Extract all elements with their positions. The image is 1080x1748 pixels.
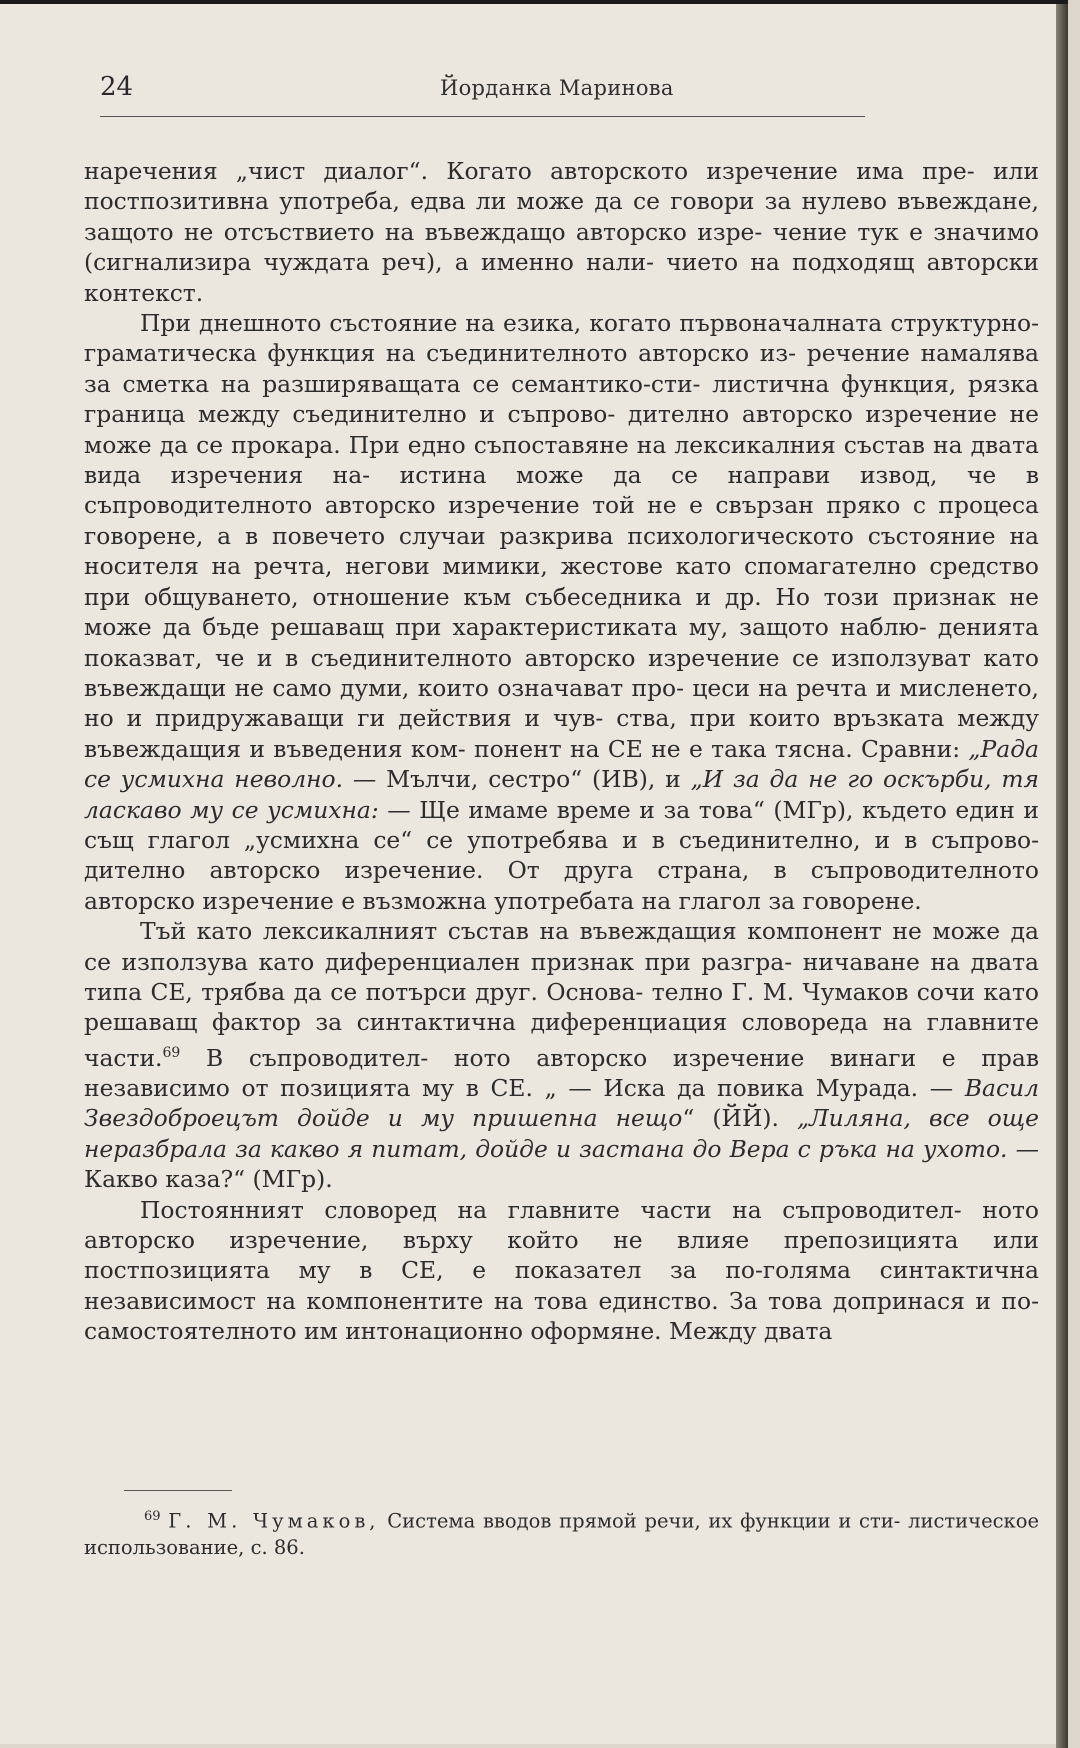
example-2-rest: — Ще имаме време и за това“ (МГр), където един и същ глагол „усмихна се“ се употребява и в съединително, и в съпрово- дително авторско изречение. От друга страна, в съпроводителното авторско изречение е възможна употребата на глагол за говорене. bbox=[84, 795, 1039, 915]
paragraph-1: наречения „чист диалог“. Когато авторското изречение има пре- или постпозитивна употреба, едва ли може да се говори за нулево въвеждане, защото не отсъствието на въвеждащо авторско изре- чение тук е значимо (сигнализира чуждата реч), а именно нали- чието на подходящ авторски контекст. bbox=[84, 157, 1039, 307]
example-1-rest: Мълчи, сестро“ (ИВ), и bbox=[386, 765, 681, 794]
paragraph-3-text-b: В съпроводител- ното авторско изречение винаги е прав независимо от позицията му в СЕ. „ — Иска да повика Мурада. bbox=[84, 1043, 1039, 1102]
example-1-italic: „Рада се усмихна неволно. — bbox=[84, 734, 1039, 794]
footnote-marker: 69 bbox=[144, 1509, 161, 1524]
body-text bbox=[84, 156, 1039, 1347]
footnote-author: Г. М. Чумаков, bbox=[168, 1509, 380, 1533]
book-spine-edge bbox=[1056, 4, 1068, 1748]
example-4-rest: Какво каза?“ (МГр). bbox=[84, 1165, 333, 1194]
page-number: 24 bbox=[100, 72, 134, 102]
example-3-rest: “ (ЙЙ). bbox=[682, 1104, 779, 1133]
paragraph-2 bbox=[84, 308, 1039, 916]
example-4-italic: „Лиляна, все още неразбрала за какво я питат, дойде и застана до Вера с ръка на ухото. — bbox=[84, 1104, 1039, 1163]
footnote bbox=[84, 1504, 1039, 1561]
paragraph-3 bbox=[84, 916, 1039, 1194]
paragraph-4: Постоянният словоред на главните части на съпроводител- ното авторско изречение, върху който не влияе препозицията или постпозицията му в СЕ, е показател за по-голяма синтактична независимост на компонентите на това единство. За това допринася и по-самостоятелното им интонационно оформяне. Между двата bbox=[84, 1195, 1039, 1346]
page-header bbox=[100, 72, 870, 112]
example-3-italic: — Васил Звездоброецът дойде и му пришепна нещо bbox=[84, 1073, 1040, 1133]
example-2-italic: „И за да не го оскърби, тя ласкаво му се усмихна: bbox=[84, 765, 1040, 824]
running-head: Йорданка Маринова bbox=[440, 76, 674, 100]
footnote-text: Система вводов прямой речи, их функции и сти- листическое использование, с. 86. bbox=[84, 1509, 1039, 1559]
footnote-reference: 69 bbox=[162, 1044, 181, 1061]
header-rule bbox=[100, 116, 865, 117]
paragraph-3-text-a: Тъй като лексикалният състав на въвеждащия компонент не може да се използува като диференциален признак при разгра- ничаване на двата типа СЕ, трябва да се потърси друг. Основа- телно Г. М. Чумаков сочи като решаващ фактор за синтактична диференциация словореда на главните части. bbox=[84, 917, 1039, 1072]
footnote-rule bbox=[124, 1490, 232, 1491]
paragraph-2-text: При днешното състояние на езика, когато първоначалната структурно-граматическа функция на съединителното авторско из- речение намалява за сметка на разширяващата се семантико-сти- листична функция, рязка граница между съединително и съпрово- дително авторско изречение не може да се прокара. При едно съпоставяне на лексикалния състав на двата вида изречения на- истина може да се направи извод, че в съпроводителното авторско изречение той не е свързан пряко с процеса говорене, а в повечето случаи разкрива психологическото състояние на носителя на речта, негови мимики, жестове като спомагателно средство при общуването, отношение към събеседника и др. Но този признак не може да бъде решаващ при характеристиката му, защото наблю- денията показват, че и в съединителното авторско изречение се използуват като въвеждащи не само думи, които означават про- цеси на речта и мисленето, но и придружаващи ги действия и чув- ства, при които връзката между въвеждащия и въведения ком- понент на СЕ не е така тясна. Сравни: bbox=[84, 309, 1039, 763]
